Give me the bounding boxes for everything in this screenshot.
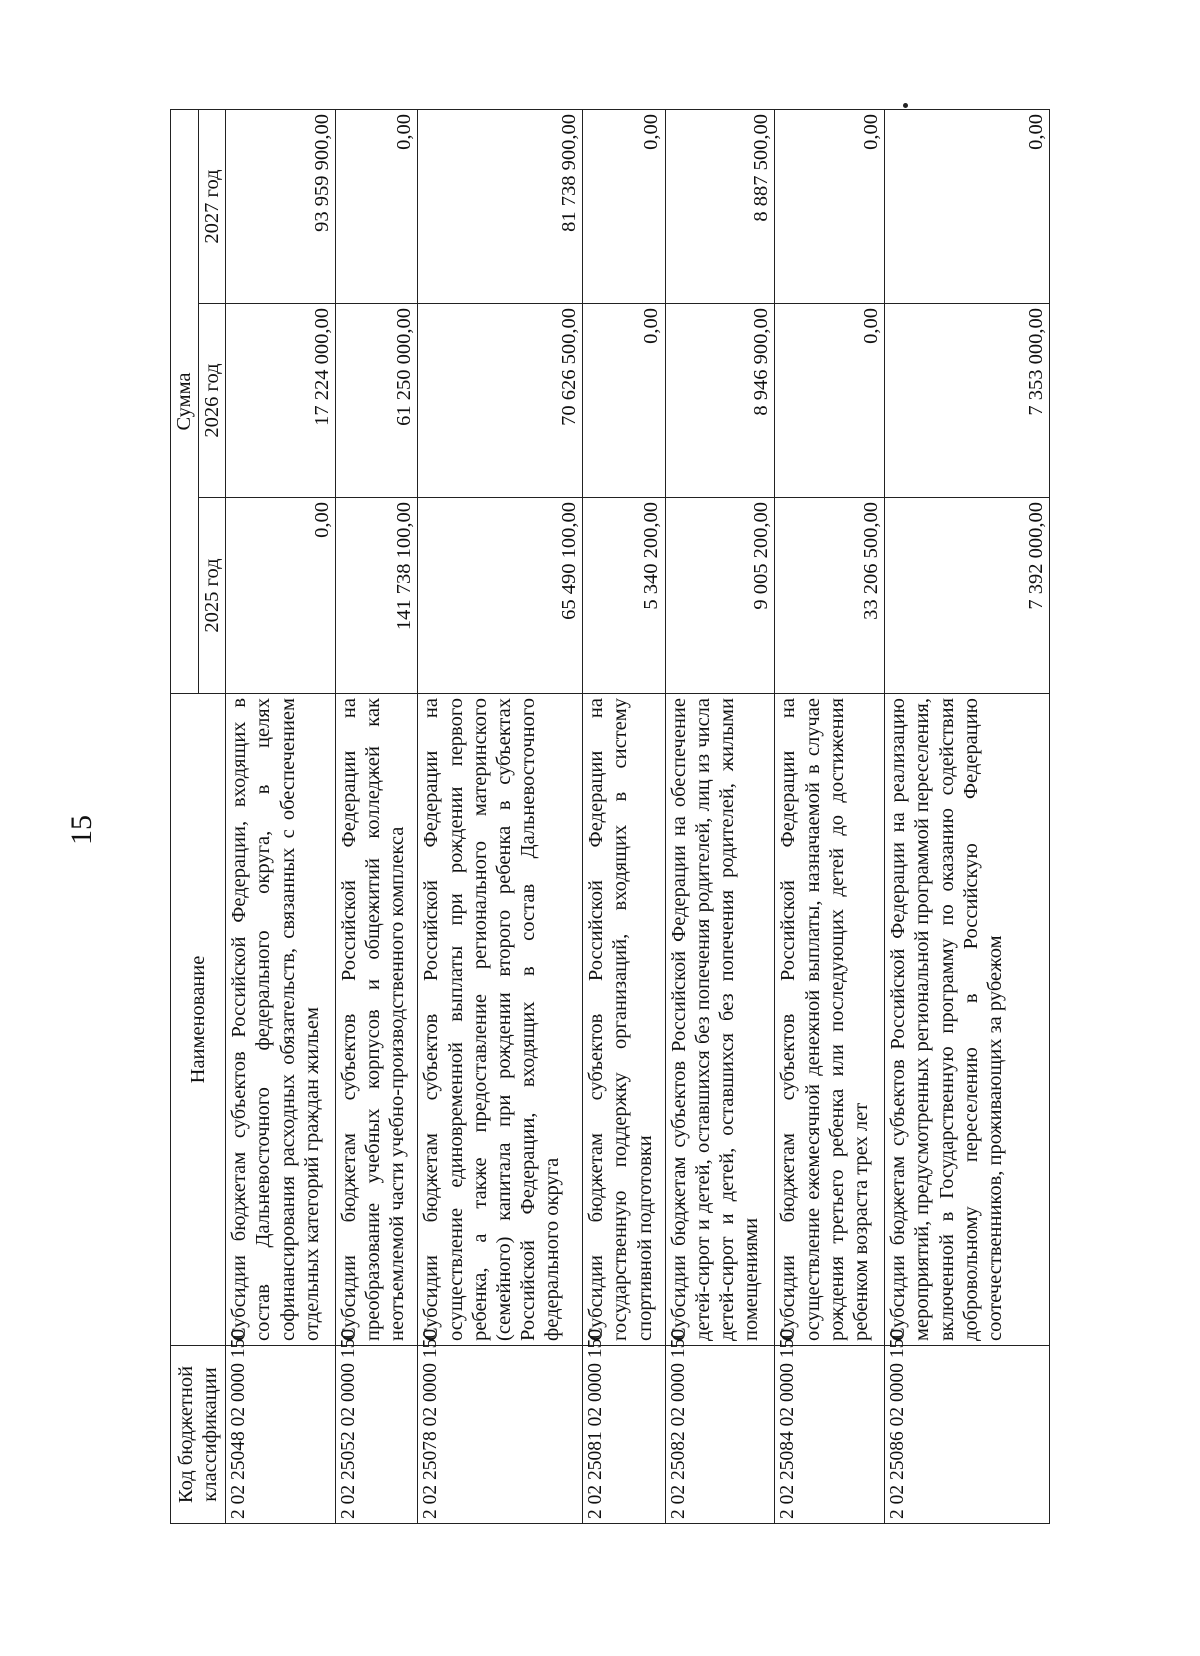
table-row xyxy=(665,109,775,1523)
header-2025: 2025 год xyxy=(198,498,226,694)
rotated-table-wrapper xyxy=(170,110,1050,1524)
row-name: Субсидии бюджетам субъектов Российской Федерации на осуществление ежемесячной денежной выплаты, назначаемой в случае рождения третьего ребенка или последующих детей до достижения ребенком возраста трех лет xyxy=(775,694,885,1346)
table-row xyxy=(336,109,418,1523)
header-2027: 2027 год xyxy=(198,109,226,303)
page-number: 15 xyxy=(65,815,98,845)
row-name: Субсидии бюджетам субъектов Российской Федерации на государственную поддержку организаций, входящих в систему спортивной подготовки xyxy=(583,694,665,1346)
row-2027: 93 959 900,00 xyxy=(226,109,336,303)
row-name: Субсидии бюджетам субъектов Российской Федерации, входящих в состав Дальневосточного федерального округа, в целях софинансирования расходных обязательств, связанных с обеспечением отдельных категорий граждан жильем xyxy=(226,694,336,1346)
row-2026: 70 626 500,00 xyxy=(418,304,583,498)
row-name: Субсидии бюджетам субъектов Российской Федерации на обеспечение детей-сирот и детей, оставшихся без попечения родителей, лиц из числа детей-сирот и детей, оставшихся без попечения родителей, жилыми помещениями xyxy=(665,694,775,1346)
row-name: Субсидии бюджетам субъектов Российской Федерации на преобразование учебных корпусов и общежитий колледжей как неотъемлемой части учебно-производственного комплекса xyxy=(336,694,418,1346)
row-code: 2 02 25078 02 0000 150 xyxy=(418,1346,583,1524)
row-2026: 17 224 000,00 xyxy=(226,304,336,498)
table-row xyxy=(418,109,583,1523)
row-code: 2 02 25086 02 0000 150 xyxy=(885,1346,1050,1524)
row-2026: 0,00 xyxy=(583,304,665,498)
row-code: 2 02 25052 02 0000 150 xyxy=(336,1346,418,1524)
row-2025: 7 392 000,00 xyxy=(885,498,1050,694)
row-name: Субсидии бюджетам субъектов Российской Федерации на осуществление единовременной выплаты при рождении первого ребенка, а также предоставление регионального материнского (семейного) капитала при рождении второго ребенка в субъектах Российской Федерации, входящих в состав Дальневосточного федерального округа xyxy=(418,694,583,1346)
row-code: 2 02 25082 02 0000 150 xyxy=(665,1346,775,1524)
row-2025: 65 490 100,00 xyxy=(418,498,583,694)
row-code: 2 02 25084 02 0000 150 xyxy=(775,1346,885,1524)
header-2026: 2026 год xyxy=(198,304,226,498)
header-code: Код бюджетной классификации xyxy=(171,1346,226,1524)
header-name: Наименование xyxy=(171,694,226,1346)
row-2025: 0,00 xyxy=(226,498,336,694)
row-code: 2 02 25048 02 0000 150 xyxy=(226,1346,336,1524)
row-2027: 81 738 900,00 xyxy=(418,109,583,303)
row-2027: 0,00 xyxy=(885,109,1050,303)
budget-table xyxy=(170,109,1050,1524)
scan-dot xyxy=(903,103,908,108)
row-2027: 0,00 xyxy=(336,109,418,303)
row-2025: 9 005 200,00 xyxy=(665,498,775,694)
row-2025: 5 340 200,00 xyxy=(583,498,665,694)
table-row xyxy=(885,109,1050,1523)
row-code: 2 02 25081 02 0000 150 xyxy=(583,1346,665,1524)
table-row xyxy=(775,109,885,1523)
row-2027: 8 887 500,00 xyxy=(665,109,775,303)
row-2026: 8 946 900,00 xyxy=(665,304,775,498)
row-2026: 0,00 xyxy=(775,304,885,498)
row-2027: 0,00 xyxy=(583,109,665,303)
table-row xyxy=(226,109,336,1523)
row-2025: 141 738 100,00 xyxy=(336,498,418,694)
row-2026: 7 353 000,00 xyxy=(885,304,1050,498)
row-name: Субсидии бюджетам субъектов Российской Федерации на реализацию мероприятий, предусмотренных региональной программой переселения, включенной в Государственную программу по оказанию содействия добровольному переселению в Российскую Федерацию соотечественников, проживающих за рубежом xyxy=(885,694,1050,1346)
table-row xyxy=(583,109,665,1523)
header-sum: Сумма xyxy=(171,109,199,693)
row-2027: 0,00 xyxy=(775,109,885,303)
row-2026: 61 250 000,00 xyxy=(336,304,418,498)
row-2025: 33 206 500,00 xyxy=(775,498,885,694)
